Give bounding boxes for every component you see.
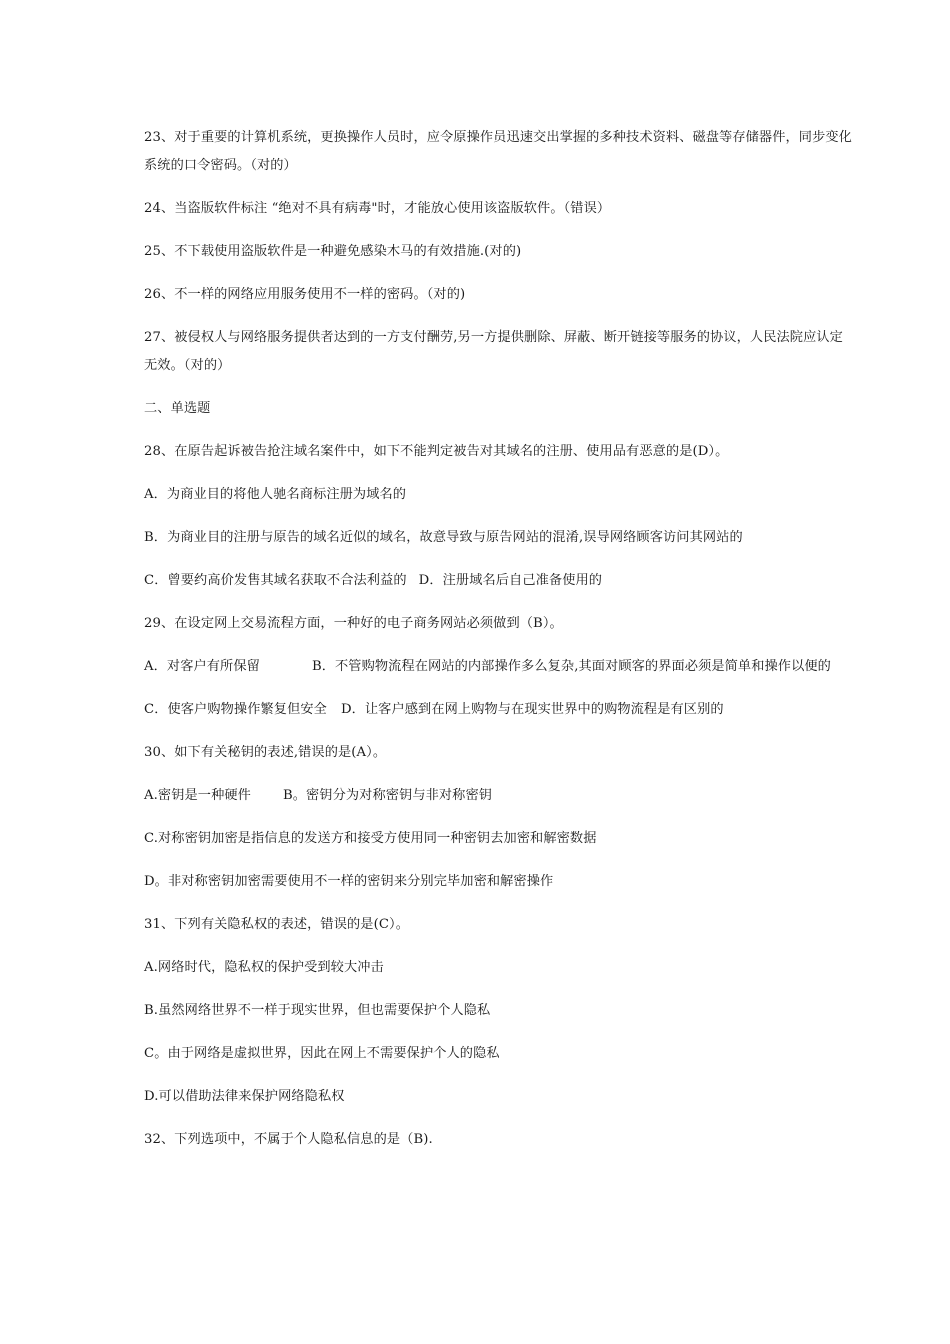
question-30: 30、如下有关秘钥的表述,错误的是(A）。: [144, 745, 387, 760]
question-28: 28、在原告起诉被告抢注域名案件中，如下不能判定被告对其域名的注册、使用品有恶意的是(D）。: [144, 444, 729, 459]
question-25: 25、不下载使用盗版软件是一种避免感染木马的有效措施.(对的): [144, 244, 522, 259]
question-28-options-cd: [144, 567, 852, 595]
question-29-options-ab: [144, 653, 852, 681]
question-30-option-c: C.对称密钥加密是指信息的发送方和接受方使用同一种密钥去加密和解密数据: [144, 831, 597, 846]
question-30-option-d: D。非对称密钥加密需要使用不一样的密钥来分别完毕加密和解密操作: [144, 874, 554, 889]
document-page: [144, 124, 852, 1169]
question-28-option-d: D．注册域名后自己准备使用的: [418, 573, 603, 588]
question-23: 23、对于重要的计算机系统，更换操作人员时，应令原操作员迅速交出掌握的多种技术资料、磁盘等存储器件，同步变化系统的口令密码。（对的）: [144, 130, 852, 173]
question-30-option-a: A.密钥是一种硬件: [144, 788, 251, 803]
section-title-single-choice: 二、单选题: [144, 401, 211, 416]
question-28-option-c: C．曾要约高价发售其域名获取不合法利益的: [144, 573, 407, 588]
question-28-option-b: B．为商业目的注册与原告的域名近似的域名，故意导致与原告网站的混淆,误导网络顾客访问其网站的: [144, 530, 743, 545]
question-29-option-b: B．不管购物流程在网站的内部操作多么复杂,其面对顾客的界面必须是简单和操作以便的: [311, 659, 831, 674]
question-29-options-cd: [144, 696, 852, 724]
question-31-option-b: B.虽然网络世界不一样于现实世界，但也需要保护个人隐私: [144, 1003, 491, 1018]
question-31-option-c: C。由于网络是虚拟世界，因此在网上不需要保护个人的隐私: [144, 1046, 500, 1061]
question-29-option-d: D．让客户感到在网上购物与在现实世界中的购物流程是有区别的: [340, 702, 724, 717]
question-29-option-c: C．使客户购物操作繁复但安全: [144, 702, 327, 717]
question-32: 32、下列选项中，不属于个人隐私信息的是（B).: [144, 1132, 433, 1147]
question-31-option-d: D.可以借助法律来保护网络隐私权: [144, 1089, 345, 1104]
question-29-option-a: A．对客户有所保留: [144, 659, 260, 674]
question-31: 31、下列有关隐私权的表述，错误的是(C）。: [144, 917, 409, 932]
question-30-option-b: B。密钥分为对称密钥与非对称密钥: [282, 788, 493, 803]
question-27: 27、被侵权人与网络服务提供者达到的一方支付酬劳,另一方提供删除、屏蔽、断开链接等服务的协议，人民法院应认定无效。（对的）: [144, 330, 843, 373]
question-26: 26、不一样的网络应用服务使用不一样的密码。（对的): [144, 287, 466, 302]
question-28-option-a: A．为商业目的将他人驰名商标注册为域名的: [144, 487, 407, 502]
question-24: 24、当盗版软件标注 “绝对不具有病毒"时，才能放心使用该盗版软件。（错误）: [144, 201, 611, 216]
question-29: 29、在设定网上交易流程方面，一种好的电子商务网站必须做到（B）。: [144, 616, 563, 631]
question-31-option-a: A.网络时代，隐私权的保护受到较大冲击: [144, 960, 384, 975]
question-30-options-ab: [144, 782, 852, 810]
